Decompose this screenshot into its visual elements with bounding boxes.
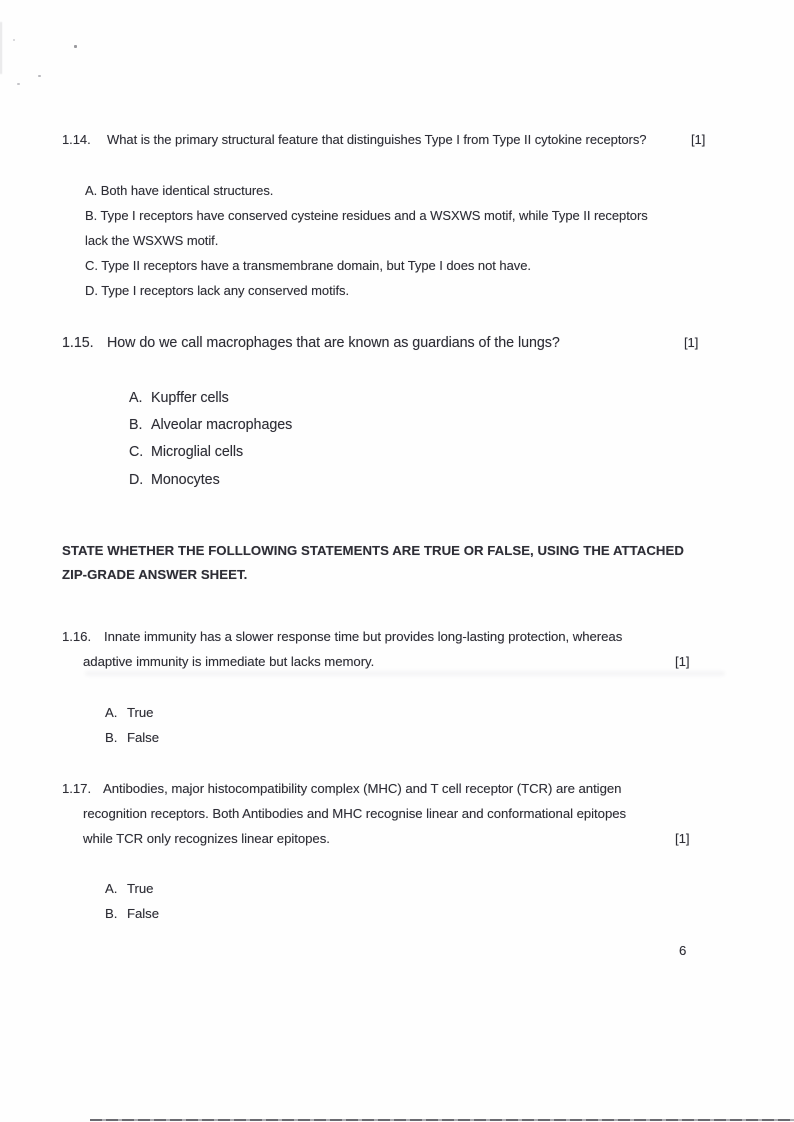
question-1-17-option-a — [105, 881, 153, 896]
question-1-14-text: What is the primary structural feature that distinguishes Type I from Type II cytokine receptors? — [107, 132, 647, 147]
scan-speck — [74, 45, 77, 48]
scan-speck — [17, 83, 20, 85]
scan-speck — [13, 39, 15, 41]
option-letter: D. — [129, 472, 144, 488]
question-1-16-number: 1.16. — [62, 629, 92, 644]
option-text: Alveolar macrophages — [151, 417, 293, 433]
option-letter: B. — [105, 906, 118, 921]
question-1-16-option-a — [105, 705, 153, 720]
question-1-17-option-b — [105, 906, 159, 921]
question-1-15-option-b — [129, 417, 292, 433]
question-1-17-number: 1.17. — [62, 781, 92, 796]
option-letter: B. — [129, 417, 143, 433]
question-1-17-text-line3: while TCR only recognizes linear epitopes. — [83, 831, 330, 846]
scan-edge-streak — [0, 22, 2, 74]
option-text: False — [127, 906, 159, 921]
scan-speck — [38, 75, 41, 77]
question-1-16-text-line1: Innate immunity has a slower response time but provides long-lasting protection, whereas — [104, 629, 623, 644]
question-1-15-option-c — [129, 444, 243, 460]
question-1-15-number: 1.15. — [62, 335, 94, 351]
true-false-section-header-line2: ZIP-GRADE ANSWER SHEET. — [62, 567, 248, 582]
question-1-17-text-line1: Antibodies, major histocompatibility complex (MHC) and T cell receptor (TCR) are antigen — [103, 781, 622, 796]
question-1-16-text-line2: adaptive immunity is immediate but lacks memory. — [83, 654, 375, 669]
option-letter: B. — [105, 730, 118, 745]
true-false-section-header-line1: STATE WHETHER THE FOLLLOWING STATEMENTS ARE TRUE OR FALSE, USING THE ATTACHED — [62, 543, 684, 558]
question-1-14-option-d: D. Type I receptors lack any conserved motifs. — [85, 283, 350, 298]
page-bottom-edge — [90, 1119, 794, 1121]
question-1-17-text-line2: recognition receptors. Both Antibodies and MHC recognise linear and conformational epitopes — [83, 806, 627, 821]
option-letter: A. — [105, 705, 118, 720]
option-text: True — [127, 881, 154, 896]
question-1-16-option-b — [105, 730, 159, 745]
option-text: True — [127, 705, 154, 720]
question-1-14-marks: [1] — [691, 132, 706, 147]
option-letter: A. — [105, 881, 118, 896]
question-1-15-text: How do we call macrophages that are known as guardians of the lungs? — [107, 335, 560, 351]
question-1-14-option-a: A. Both have identical structures. — [85, 183, 274, 198]
question-1-17-marks: [1] — [675, 831, 690, 846]
option-text: Monocytes — [151, 472, 220, 488]
option-text: Microglial cells — [151, 444, 244, 460]
question-1-15-marks: [1] — [684, 335, 699, 350]
page-number: 6 — [679, 943, 687, 958]
option-letter: C. — [129, 444, 144, 460]
option-text: Kupffer cells — [151, 390, 229, 406]
question-1-15-option-a — [129, 390, 229, 406]
question-1-14-option-b-cont: lack the WSXWS motif. — [85, 233, 219, 248]
question-1-14-option-b: B. Type I receptors have conserved cysteine residues and a WSXWS motif, while Type II receptors — [85, 208, 648, 223]
question-1-14-option-c: C. Type II receptors have a transmembrane domain, but Type I does not have. — [85, 258, 531, 273]
question-1-16-marks: [1] — [675, 654, 690, 669]
scan-smudge — [85, 671, 725, 676]
option-text: False — [127, 730, 159, 745]
option-letter: A. — [129, 390, 143, 406]
question-1-15-option-d — [129, 472, 220, 488]
question-1-14-number: 1.14. — [62, 132, 91, 147]
